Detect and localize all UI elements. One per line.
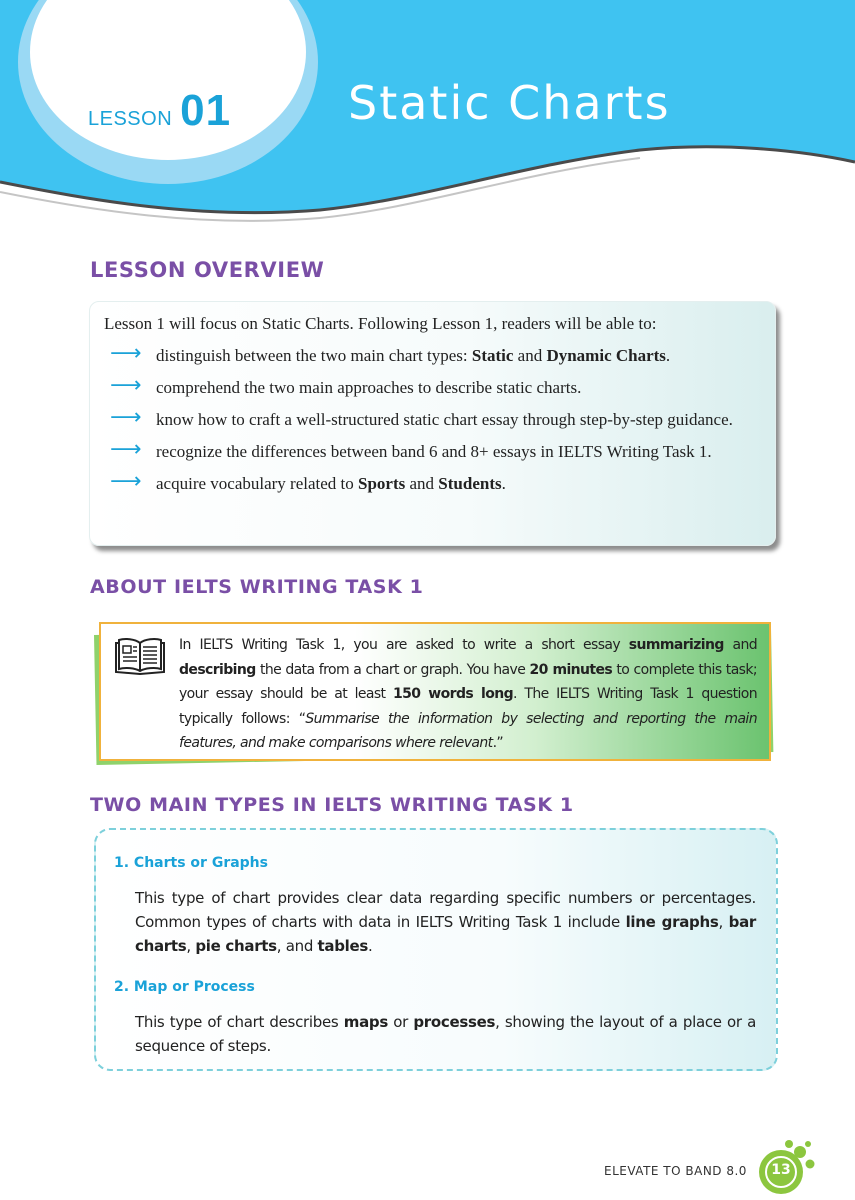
arrow-right-icon: ⟶ xyxy=(110,437,142,462)
about-heading: ABOUT IELTS WRITING TASK 1 xyxy=(90,576,424,598)
about-box xyxy=(99,622,771,761)
lesson-word: LESSON xyxy=(88,108,173,130)
arrow-right-icon: ⟶ xyxy=(110,373,142,398)
arrow-right-icon: ⟶ xyxy=(110,469,142,494)
types-box xyxy=(94,828,778,1071)
objective-text: distinguish between the two main chart types: Static and Dynamic Charts. xyxy=(156,346,671,365)
type-1-description: This type of chart provides clear data regarding specific numbers or percentages. Common types of charts with data in IELTS Writing Task 1 include line graphs, bar charts, pie charts, and tables. xyxy=(135,889,756,955)
arrow-right-icon: ⟶ xyxy=(110,341,142,366)
list-item xyxy=(104,437,759,463)
objectives-list xyxy=(104,341,759,504)
type-2-title: 2. Map or Process xyxy=(114,979,255,995)
overview-box xyxy=(89,301,776,546)
objective-text: acquire vocabulary related to Sports and Students. xyxy=(156,474,506,493)
lesson-number: 01 xyxy=(180,86,232,135)
type-2-description: This type of chart describes maps or processes, showing the layout of a place or a sequence of steps. xyxy=(135,1013,756,1055)
list-item xyxy=(104,373,759,399)
footer-book-title: ELEVATE TO BAND 8.0 xyxy=(604,1164,747,1178)
page-number: 13 xyxy=(771,1162,791,1178)
overview-heading: LESSON OVERVIEW xyxy=(90,258,325,282)
lesson-label xyxy=(88,86,231,136)
list-item xyxy=(104,341,759,367)
types-heading: TWO MAIN TYPES IN IELTS WRITING TASK 1 xyxy=(90,794,574,816)
lesson-header xyxy=(0,0,855,230)
arrow-right-icon: ⟶ xyxy=(110,405,142,430)
book-icon xyxy=(113,636,167,676)
objective-text: recognize the differences between band 6 and 8+ essays in IELTS Writing Task 1. xyxy=(156,442,712,461)
list-item xyxy=(104,405,759,431)
about-paragraph: In IELTS Writing Task 1, you are asked to write a short essay summarizing and describing the data from a chart or graph. You have 20 minutes to complete this task; your essay should be at least 150 words long. The IELTS Writing Task 1 question typically follows: “Summarise the information by selecting and reporting the main features, and make comparisons where relevant.” xyxy=(179,637,758,751)
list-item xyxy=(104,469,759,495)
task-prompt-quote: Summarise the information by selecting and reporting the main features, and make comparisons where relevant xyxy=(179,710,757,751)
page-title: Static Charts xyxy=(348,76,671,130)
overview-intro: Lesson 1 will focus on Static Charts. Following Lesson 1, readers will be able to: xyxy=(104,314,657,333)
objective-text: comprehend the two main approaches to describe static charts. xyxy=(156,378,582,397)
objective-text: know how to craft a well-structured static chart essay through step-by-step guidance. xyxy=(156,410,733,429)
type-1-title: 1. Charts or Graphs xyxy=(114,855,268,871)
